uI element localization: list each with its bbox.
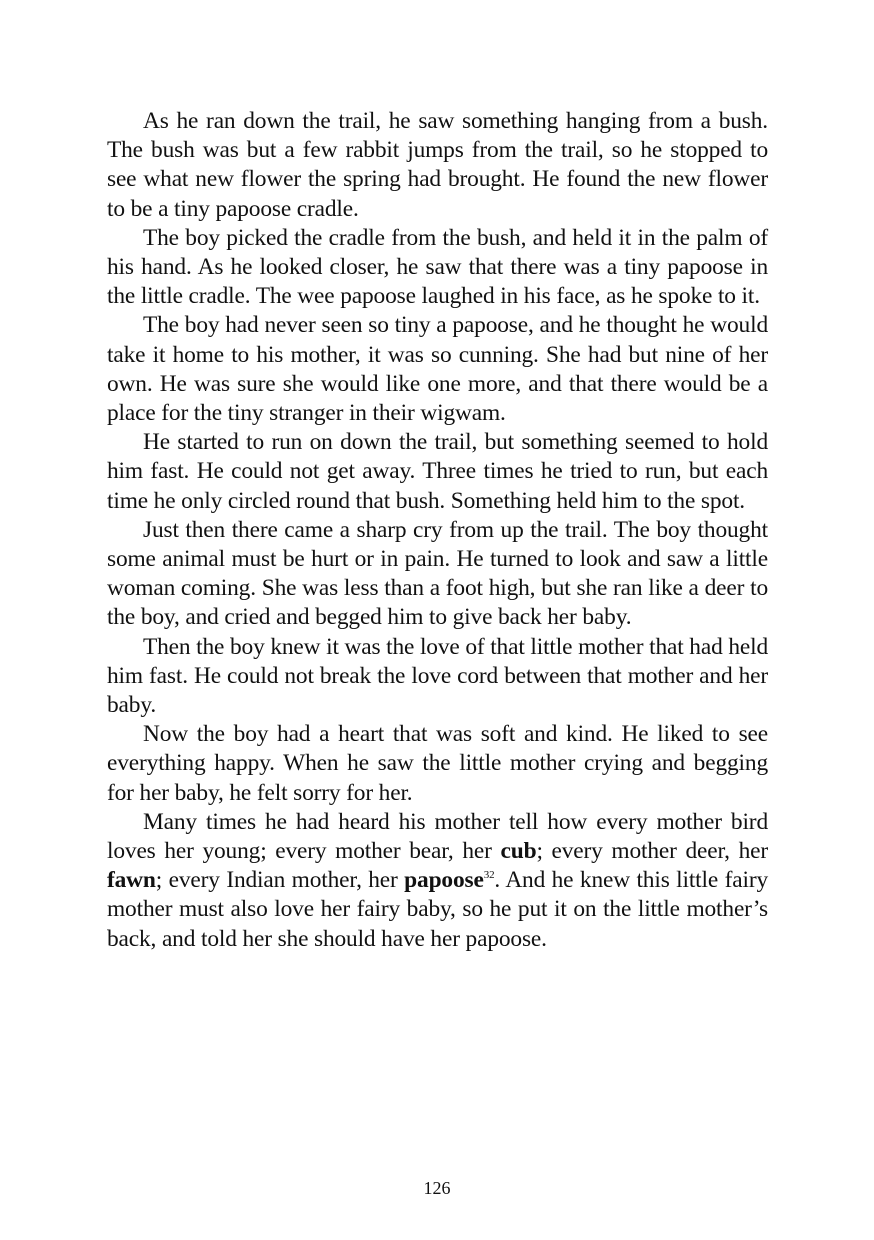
bold-word-fawn: fawn [107,867,156,894]
paragraph-8-text-1: Many times he had heard his mother tell how every mother bird loves her young; every mother bear, her [107,808,768,865]
paragraph-3: The boy had never seen so tiny a papoose, and he thought he would take it home to his mother, it was so cunning. She had but nine of her own. He was sure she would like one more, and that there would be a place for the tiny stranger in their wigwam. [107,312,768,427]
paragraph-4: He started to run on down the trail, but something seemed to hold him fast. He could not get away. Three times he tried to run, but each time he only circled round that bush. Something held him to the spot. [107,429,768,514]
paragraph-8-text-3: ; every Indian mother, her [155,867,405,894]
paragraph-8-text-2: ; every mother deer, her [536,838,769,865]
bold-word-cub: cub [500,838,537,865]
paragraph-8-text-4: . And he knew this little fairy mother must also love her fairy baby, so he put it on the little mother’s back, and told her she should have her papoose. [107,867,769,952]
bold-word-papoose: papoose [404,867,484,894]
page-body [107,107,768,954]
paragraph-2: The boy picked the cradle from the bush, and held it in the palm of his hand. As he looked closer, he saw that there was a tiny papoose in the little cradle. The wee papoose laughed in his face, as he spoke to it. [107,224,768,310]
paragraph-8 [107,808,768,954]
footnote-marker[interactable]: 32 [483,869,495,882]
paragraph-1: As he ran down the trail, he saw something hanging from a bush. The bush was but a few rabbit jumps from the trail, so he stopped to see what new flower the spring had brought. He found the new flower to be a tiny papoose cradle. [107,108,768,222]
page-number: 126 [423,1178,451,1198]
paragraph-7: Now the boy had a heart that was soft and kind. He liked to see everything happy. When he saw the little mother crying and begging for her baby, he felt sorry for her. [107,721,768,806]
paragraph-6: Then the boy knew it was the love of that little mother that had held him fast. He could not break the love cord between that mother and her baby. [107,633,768,719]
paragraph-5: Just then there came a sharp cry from up the trail. The boy thought some animal must be hurt or in pain. He turned to look and saw a little woman coming. She was less than a foot high, but she ran like a deer to the boy, and cried and begged him to give back her baby. [107,516,768,631]
